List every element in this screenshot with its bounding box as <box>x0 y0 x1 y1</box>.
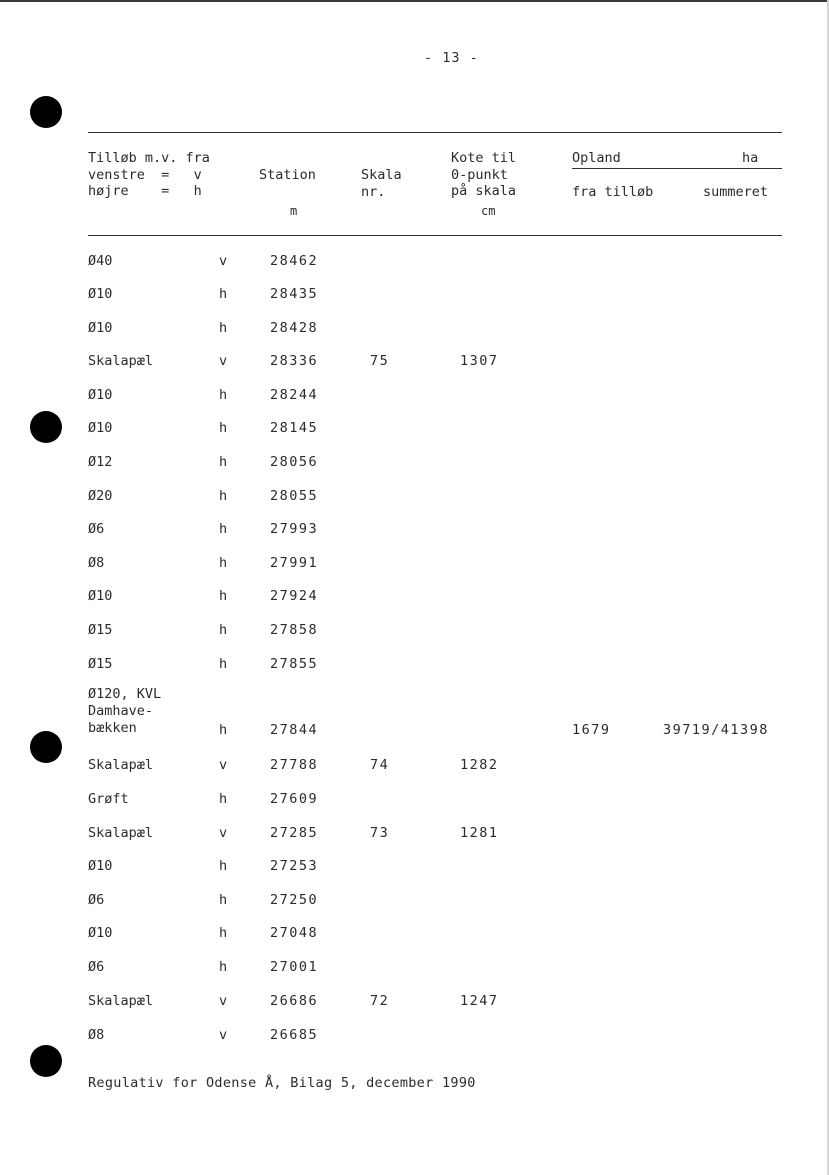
header-skala <box>361 167 402 200</box>
table-row <box>0 824 829 842</box>
cell-side: h <box>219 588 228 604</box>
cell-side: h <box>219 858 228 874</box>
cell-station: 28244 <box>270 387 319 403</box>
cell-name: Skalapæl <box>88 825 154 841</box>
table-row <box>0 554 829 572</box>
cell-station: 26686 <box>270 993 319 1009</box>
header-opland-unit: ha <box>742 150 759 166</box>
table-row <box>0 587 829 605</box>
table-row <box>0 790 829 808</box>
table-row <box>0 992 829 1010</box>
cell-side: h <box>219 286 228 302</box>
cell-side: v <box>219 825 228 841</box>
cell-side: h <box>219 521 228 537</box>
cell-side: v <box>219 1027 228 1043</box>
cell-side: h <box>219 454 228 470</box>
cell-side: h <box>219 925 228 941</box>
cell-station: 27993 <box>270 521 319 537</box>
header-nr-line: nr. <box>361 183 386 200</box>
cell-side: h <box>219 656 228 672</box>
table-row <box>0 352 829 370</box>
cell-station: 27924 <box>270 588 319 604</box>
cell-sum: 39719/41398 <box>663 722 769 738</box>
cell-station: 27048 <box>270 925 319 941</box>
table-top-rule <box>88 132 782 133</box>
header-0punkt-line: 0-punkt <box>451 166 508 183</box>
table-row <box>0 285 829 303</box>
header-fra-tillob: fra tilløb <box>572 184 654 200</box>
cell-name: Ø10 <box>88 387 113 403</box>
scan-top-edge <box>0 0 829 2</box>
cell-name: Ø10 <box>88 320 113 336</box>
cell-station: 28435 <box>270 286 319 302</box>
header-kote-line: Kote til <box>451 150 517 166</box>
cell-name: Ø10 <box>88 588 113 604</box>
cell-side: h <box>219 959 228 975</box>
cell-name: Ø8 <box>88 1027 105 1043</box>
table-row <box>0 958 829 976</box>
table-row <box>0 655 829 673</box>
cell-station: 28462 <box>270 253 319 269</box>
cell-side: h <box>219 555 228 571</box>
cell-name: Ø6 <box>88 959 105 975</box>
cell-station: 28145 <box>270 420 319 436</box>
punch-hole-icon <box>30 1045 62 1077</box>
cell-station: 27991 <box>270 555 319 571</box>
punch-hole-icon <box>30 96 62 128</box>
cell-station: 27844 <box>270 722 319 738</box>
cell-station: 27788 <box>270 757 319 773</box>
cell-side: h <box>219 387 228 403</box>
table-row <box>0 891 829 909</box>
cell-name: Skalapæl <box>88 353 154 369</box>
page-number: - 13 - <box>424 50 479 66</box>
cell-name: Ø40 <box>88 253 113 269</box>
header-kote-unit: cm <box>481 204 496 218</box>
table-row <box>0 621 829 639</box>
cell-side: h <box>219 488 228 504</box>
table-row <box>0 520 829 538</box>
table-row <box>0 756 829 774</box>
table-row <box>0 487 829 505</box>
table-row <box>0 319 829 337</box>
cell-kote: 1281 <box>460 825 499 841</box>
cell-side: h <box>219 320 228 336</box>
cell-side: v <box>219 353 228 369</box>
cell-name: Grøft <box>88 791 129 807</box>
cell-station: 26685 <box>270 1027 319 1043</box>
header-tillob <box>88 150 210 200</box>
row-name-multiline <box>88 686 161 737</box>
cell-side: h <box>219 622 228 638</box>
header-opland: Opland <box>572 150 621 166</box>
cell-station: 28336 <box>270 353 319 369</box>
table-row <box>0 857 829 875</box>
cell-station: 27858 <box>270 622 319 638</box>
cell-skala: 75 <box>370 353 390 369</box>
header-summeret: summeret <box>703 184 769 200</box>
table-row <box>0 924 829 942</box>
multi-name-line: bækken <box>88 720 137 736</box>
cell-name: Skalapæl <box>88 757 154 773</box>
cell-name: Ø10 <box>88 420 113 436</box>
header-tillob-line: Tilløb m.v. fra <box>88 150 210 166</box>
cell-side: h <box>219 420 228 436</box>
cell-side: v <box>219 993 228 1009</box>
table-row <box>0 386 829 404</box>
opland-underline <box>572 168 782 169</box>
cell-name: Skalapæl <box>88 993 154 1009</box>
cell-kote: 1307 <box>460 353 499 369</box>
header-kote <box>451 150 516 200</box>
cell-side: h <box>219 892 228 908</box>
header-station-unit: m <box>290 204 298 218</box>
cell-station: 28428 <box>270 320 319 336</box>
cell-skala: 73 <box>370 825 390 841</box>
cell-name: Ø8 <box>88 555 105 571</box>
header-hojre-line: højre = h <box>88 183 202 199</box>
multi-name-line: Damhave- <box>88 703 154 719</box>
header-paskala-line: på skala <box>451 183 517 199</box>
cell-skala: 72 <box>370 993 390 1009</box>
cell-station: 28056 <box>270 454 319 470</box>
cell-station: 28055 <box>270 488 319 504</box>
cell-side: h <box>219 791 228 807</box>
cell-name: Ø10 <box>88 858 113 874</box>
cell-station: 27285 <box>270 825 319 841</box>
multi-name-line: Ø120, KVL <box>88 686 162 702</box>
table-row <box>0 252 829 270</box>
cell-skala: 74 <box>370 757 390 773</box>
footer-text: Regulativ for Odense Å, Bilag 5, december 1990 <box>88 1075 476 1091</box>
cell-name: Ø10 <box>88 925 113 941</box>
cell-station: 27609 <box>270 791 319 807</box>
cell-side: v <box>219 253 228 269</box>
header-skala-line: Skala <box>361 167 402 183</box>
cell-kote: 1247 <box>460 993 499 1009</box>
cell-side: v <box>219 757 228 773</box>
cell-name: Ø6 <box>88 892 105 908</box>
cell-side: h <box>219 722 228 738</box>
table-row <box>0 419 829 437</box>
cell-name: Ø15 <box>88 656 113 672</box>
header-venstre-line: venstre = v <box>88 166 202 183</box>
table-row <box>0 1026 829 1044</box>
cell-kote: 1282 <box>460 757 499 773</box>
cell-name: Ø10 <box>88 286 113 302</box>
cell-fra: 1679 <box>572 722 611 738</box>
cell-name: Ø6 <box>88 521 105 537</box>
table-row <box>0 453 829 471</box>
cell-station: 27250 <box>270 892 319 908</box>
cell-station: 27001 <box>270 959 319 975</box>
table-header-rule <box>88 235 782 236</box>
cell-name: Ø20 <box>88 488 113 504</box>
header-station: Station <box>259 167 316 183</box>
cell-station: 27855 <box>270 656 319 672</box>
cell-name: Ø12 <box>88 454 113 470</box>
cell-station: 27253 <box>270 858 319 874</box>
cell-name: Ø15 <box>88 622 113 638</box>
